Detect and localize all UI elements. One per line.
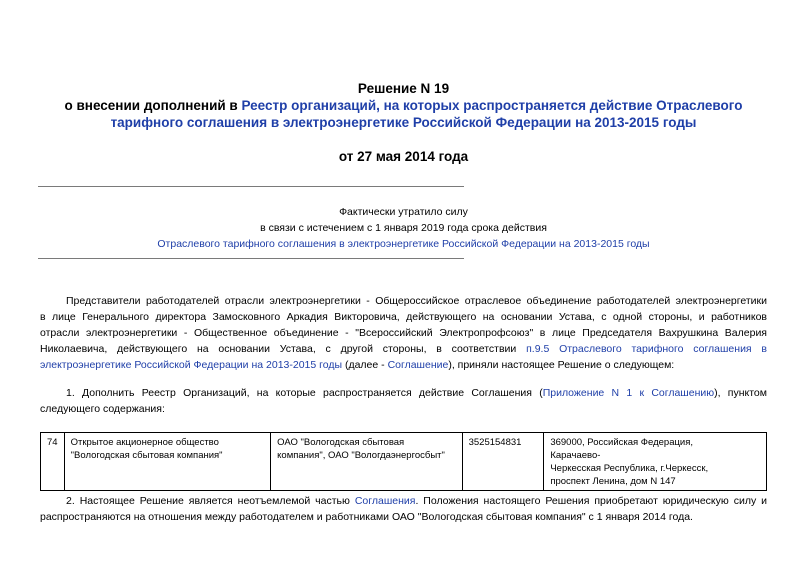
preamble-line-3: отрасли электроэнергетики - Общественное объединение - "Всероссийский Электропрофсоюз" в лице Председателя Вахрушкина Валерия <box>40 327 767 339</box>
clause-link[interactable]: п.9.5 Отраслевого тарифного соглашения в <box>526 343 767 355</box>
preamble-line-2: в лице Генерального директора Замосковного Аркадия Викторовича, действующего на основании Устава, с одной стороны, и работников <box>40 311 767 323</box>
address-line-1: 369000, Российская Федерация, <box>550 437 694 448</box>
row-number: 74 <box>47 437 58 448</box>
item-1-line-2: следующего содержания: <box>40 403 165 415</box>
cell-organization <box>64 433 271 491</box>
preamble-line-5-end: ), приняли настоящее Решение о следующем: <box>448 359 675 371</box>
registry-link-continued[interactable]: тарифного соглашения в электроэнергетике Российской Федерации на 2013-2015 годы <box>110 115 697 130</box>
preamble-line-1: Представители работодателей отрасли электроэнергетики - Общероссийское отраслевое объединение работодателей электроэнергетики <box>66 295 767 307</box>
inn-value: 3525154831 <box>468 437 522 448</box>
address-line-3: Черкесская Республика, г.Черкесск, <box>550 463 709 474</box>
item-2-paragraph <box>40 493 767 525</box>
document-title <box>40 80 767 131</box>
preamble-line-5 <box>40 357 767 373</box>
table-row <box>41 433 767 491</box>
item-2-end: . Положения настоящего Решения приобретают юридическую силу и <box>415 495 767 507</box>
registry-link[interactable]: Реестр организаций, на которых распространяется действие Отраслевого <box>241 98 743 113</box>
item-2-line-2: распространяются на отношения между работодателем и работниками ОАО "Вологодская сбытовая компания" с 1 января 2014 года. <box>40 511 693 523</box>
cell-short-name <box>271 433 462 491</box>
item-1-paragraph <box>40 385 767 417</box>
item-1-end: ), пунктом <box>714 387 767 399</box>
clause-link-continued[interactable]: электроэнергетике Российской Федерации на 2013-2015 годы <box>40 359 343 371</box>
item-2-line-1 <box>40 493 767 509</box>
address-line-2: Карачаево- <box>550 450 601 461</box>
preamble-line-4 <box>40 341 767 357</box>
item-1-text: 1. Дополнить Реестр Организаций, на которые распространяется действие Соглашения ( <box>66 387 543 399</box>
decision-number: Решение N 19 <box>357 81 450 96</box>
preamble-line-5-mid: (далее - <box>342 359 388 371</box>
appendix-link[interactable]: Приложение N 1 к Соглашению <box>542 387 715 399</box>
address-line-4: проспект Ленина, дом N 147 <box>550 476 676 487</box>
agreement-link[interactable]: Отраслевого тарифного соглашения в электроэнергетике Российской Федерации на 2013-2015 годы <box>157 238 650 250</box>
short-name-line-2: компания", ОАО "Вологдаэнергосбыт" <box>277 450 445 461</box>
registry-table <box>40 432 767 491</box>
status-notice <box>40 204 767 252</box>
short-name-line-1: ОАО "Вологодская сбытовая <box>277 437 405 448</box>
status-line-2: в связи с истечением с 1 января 2019 года срока действия <box>260 222 547 234</box>
status-line-1: Фактически утратило силу <box>339 206 468 218</box>
org-name-line-1: Открытое акционерное общество <box>70 437 219 448</box>
decision-date: от 27 мая 2014 года <box>338 149 469 164</box>
title-prefix: о внесении дополнений в <box>64 98 242 113</box>
org-name-line-2: "Вологодская сбытовая компания" <box>70 450 223 461</box>
divider-bottom <box>38 258 464 259</box>
title-line-2 <box>40 97 767 114</box>
cell-number <box>41 433 65 491</box>
preamble-line-4-text: Николаевича, действующего на основании Устава, с другой стороны, в соответствии <box>40 343 527 355</box>
cell-inn <box>462 433 544 491</box>
cell-address <box>544 433 767 491</box>
agreement-short-link[interactable]: Соглашение <box>387 359 449 371</box>
divider-top <box>38 186 464 187</box>
item-2-text: 2. Настоящее Решение является неотъемлемой частью <box>66 495 355 507</box>
agreement-link-2[interactable]: Соглашения <box>354 495 416 507</box>
preamble-paragraph <box>40 293 767 373</box>
item-1-line-1 <box>40 385 767 401</box>
